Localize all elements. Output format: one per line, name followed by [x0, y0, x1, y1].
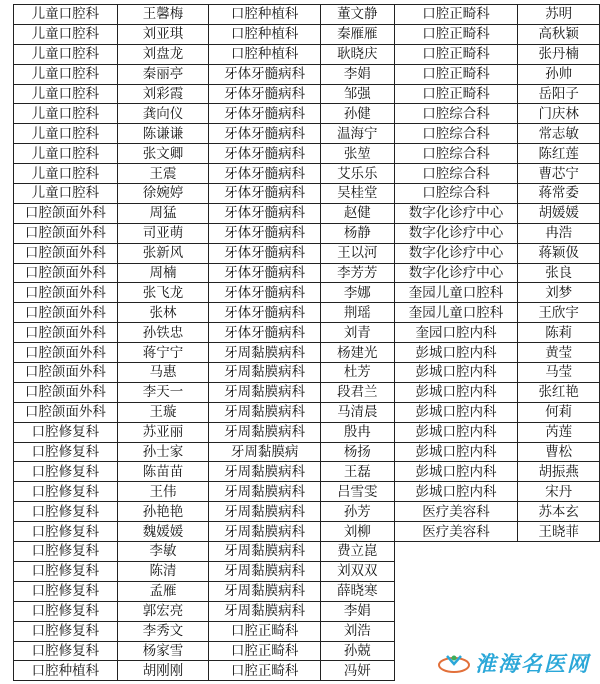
- dept-cell: 牙周黏膜病科: [209, 422, 321, 442]
- name-cell: 孙健: [320, 104, 394, 124]
- dept-cell: 医疗美容科: [394, 522, 518, 542]
- table-row: [14, 323, 600, 343]
- table-row: [14, 84, 600, 104]
- name-cell: 李娟: [320, 64, 394, 84]
- dept-cell: 口腔修复科: [14, 422, 118, 442]
- name-cell: [518, 621, 600, 641]
- table-row: [14, 184, 600, 204]
- name-cell: 温海宁: [320, 124, 394, 144]
- name-cell: 孙士家: [117, 442, 209, 462]
- dept-cell: 口腔颌面外科: [14, 263, 118, 283]
- dept-cell: 牙周黏膜病科: [209, 542, 321, 562]
- name-cell: 曹松: [518, 442, 600, 462]
- name-cell: 马清晨: [320, 402, 394, 422]
- dept-cell: 儿童口腔科: [14, 164, 118, 184]
- name-cell: 苏明: [518, 5, 600, 25]
- name-cell: 杨建光: [320, 343, 394, 363]
- dept-cell: 牙周黏膜病科: [209, 402, 321, 422]
- dept-cell: 数字化诊疗中心: [394, 263, 518, 283]
- dept-cell: 口腔修复科: [14, 482, 118, 502]
- table-row: [14, 343, 600, 363]
- dept-cell: 口腔颌面外科: [14, 323, 118, 343]
- dept-cell: 彭城口腔内科: [394, 343, 518, 363]
- dept-cell: 儿童口腔科: [14, 144, 118, 164]
- hospital-logo-icon: [437, 652, 471, 674]
- name-cell: 荆瑶: [320, 303, 394, 323]
- dept-cell: 奎园口腔内科: [394, 323, 518, 343]
- table-row: [14, 283, 600, 303]
- name-cell: 孟雁: [117, 581, 209, 601]
- name-cell: 李敏: [117, 542, 209, 562]
- name-cell: 刘盘龙: [117, 44, 209, 64]
- dept-cell: 牙体牙髓病科: [209, 164, 321, 184]
- dept-cell: 牙周黏膜病科: [209, 382, 321, 402]
- name-cell: 张良: [518, 263, 600, 283]
- site-watermark: [437, 648, 590, 678]
- name-cell: 刘梦: [518, 283, 600, 303]
- dept-cell: 牙周黏膜病科: [209, 502, 321, 522]
- name-cell: 苏本玄: [518, 502, 600, 522]
- dept-cell: 牙周黏膜病科: [209, 363, 321, 383]
- table-row: [14, 44, 600, 64]
- table-row: [14, 124, 600, 144]
- dept-cell: 儿童口腔科: [14, 104, 118, 124]
- dept-cell: 口腔种植科: [209, 5, 321, 25]
- name-cell: 刘浩: [320, 621, 394, 641]
- name-cell: [518, 561, 600, 581]
- name-cell: 曹芯宁: [518, 164, 600, 184]
- name-cell: 李娟: [320, 601, 394, 621]
- name-cell: 刘彩霞: [117, 84, 209, 104]
- table-row: [14, 243, 600, 263]
- dept-cell: 牙周黏膜病: [209, 442, 321, 462]
- dept-cell: 数字化诊疗中心: [394, 243, 518, 263]
- dept-cell: 彭城口腔内科: [394, 422, 518, 442]
- table-row: [14, 223, 600, 243]
- dept-cell: 口腔正畸科: [209, 641, 321, 661]
- dept-cell: 口腔综合科: [394, 124, 518, 144]
- name-cell: 高秋颖: [518, 24, 600, 44]
- table-row: [14, 402, 600, 422]
- table-row: [14, 522, 600, 542]
- name-cell: 王馨梅: [117, 5, 209, 25]
- dept-cell: [394, 542, 518, 562]
- dept-cell: 口腔修复科: [14, 581, 118, 601]
- dept-cell: 牙体牙髓病科: [209, 84, 321, 104]
- name-cell: 刘双双: [320, 561, 394, 581]
- dept-cell: 数字化诊疗中心: [394, 223, 518, 243]
- name-cell: 陈红莲: [518, 144, 600, 164]
- table-row: [14, 581, 600, 601]
- dept-cell: 口腔颌面外科: [14, 382, 118, 402]
- name-cell: 陈莉: [518, 323, 600, 343]
- dept-cell: 牙周黏膜病科: [209, 601, 321, 621]
- table-row: [14, 422, 600, 442]
- table-row: [14, 104, 600, 124]
- name-cell: 王震: [117, 164, 209, 184]
- name-cell: 龚向仪: [117, 104, 209, 124]
- dept-cell: 口腔颌面外科: [14, 223, 118, 243]
- table-row: [14, 482, 600, 502]
- dept-cell: 口腔综合科: [394, 164, 518, 184]
- name-cell: 蒋颖伋: [518, 243, 600, 263]
- name-cell: 岳阳子: [518, 84, 600, 104]
- dept-cell: 口腔修复科: [14, 621, 118, 641]
- name-cell: 秦雁雁: [320, 24, 394, 44]
- name-cell: 杨扬: [320, 442, 394, 462]
- dept-cell: 牙周黏膜病科: [209, 581, 321, 601]
- table-row: [14, 144, 600, 164]
- name-cell: 芮莲: [518, 422, 600, 442]
- name-cell: 李芳芳: [320, 263, 394, 283]
- name-cell: 张飞龙: [117, 283, 209, 303]
- name-cell: 王璇: [117, 402, 209, 422]
- dept-cell: 口腔颌面外科: [14, 283, 118, 303]
- name-cell: 王磊: [320, 462, 394, 482]
- dept-cell: 奎园儿童口腔科: [394, 303, 518, 323]
- name-cell: 秦丽亭: [117, 64, 209, 84]
- dept-cell: 彭城口腔内科: [394, 442, 518, 462]
- name-cell: 张新风: [117, 243, 209, 263]
- table-row: [14, 382, 600, 402]
- dept-cell: 口腔颌面外科: [14, 243, 118, 263]
- dept-cell: 口腔正畸科: [209, 621, 321, 641]
- dept-cell: 口腔修复科: [14, 561, 118, 581]
- dept-cell: 口腔颌面外科: [14, 303, 118, 323]
- table-row: [14, 64, 600, 84]
- watermark-text: 淮海名医网: [475, 651, 590, 676]
- dept-cell: 口腔颌面外科: [14, 203, 118, 223]
- name-cell: 周楠: [117, 263, 209, 283]
- name-cell: 魏媛媛: [117, 522, 209, 542]
- roster-body: [14, 5, 600, 681]
- name-cell: 吴桂堂: [320, 184, 394, 204]
- dept-cell: 口腔修复科: [14, 502, 118, 522]
- table-row: [14, 442, 600, 462]
- dept-cell: 口腔综合科: [394, 144, 518, 164]
- dept-cell: 牙周黏膜病科: [209, 561, 321, 581]
- dept-cell: 牙周黏膜病科: [209, 462, 321, 482]
- dept-cell: 牙体牙髓病科: [209, 283, 321, 303]
- name-cell: 王欣宇: [518, 303, 600, 323]
- table-row: [14, 561, 600, 581]
- name-cell: 张文卿: [117, 144, 209, 164]
- name-cell: 孙铁忠: [117, 323, 209, 343]
- name-cell: 董文静: [320, 5, 394, 25]
- dept-cell: [394, 561, 518, 581]
- table-row: [14, 502, 600, 522]
- dept-cell: 口腔综合科: [394, 184, 518, 204]
- name-cell: [518, 542, 600, 562]
- name-cell: 冯妍: [320, 661, 394, 681]
- table-row: [14, 601, 600, 621]
- dept-cell: 口腔颌面外科: [14, 363, 118, 383]
- name-cell: 刘柳: [320, 522, 394, 542]
- name-cell: 王晓菲: [518, 522, 600, 542]
- name-cell: 殷冉: [320, 422, 394, 442]
- dept-cell: 牙体牙髓病科: [209, 223, 321, 243]
- name-cell: 李秀文: [117, 621, 209, 641]
- table-row: [14, 24, 600, 44]
- dept-cell: 奎园儿童口腔科: [394, 283, 518, 303]
- table-row: [14, 5, 600, 25]
- name-cell: 门庆林: [518, 104, 600, 124]
- dept-cell: 口腔种植科: [14, 661, 118, 681]
- name-cell: 孙艳艳: [117, 502, 209, 522]
- name-cell: 费立崑: [320, 542, 394, 562]
- dept-cell: [394, 601, 518, 621]
- table-row: [14, 621, 600, 641]
- dept-cell: 儿童口腔科: [14, 84, 118, 104]
- name-cell: 胡刚刚: [117, 661, 209, 681]
- name-cell: 马惠: [117, 363, 209, 383]
- name-cell: 陈清: [117, 561, 209, 581]
- name-cell: 吕雪雯: [320, 482, 394, 502]
- dept-cell: 儿童口腔科: [14, 5, 118, 25]
- name-cell: 杨家雪: [117, 641, 209, 661]
- name-cell: [518, 601, 600, 621]
- dept-cell: 彭城口腔内科: [394, 462, 518, 482]
- dept-cell: 儿童口腔科: [14, 124, 118, 144]
- name-cell: 黄莹: [518, 343, 600, 363]
- name-cell: 王以河: [320, 243, 394, 263]
- table-row: [14, 303, 600, 323]
- dept-cell: 口腔颌面外科: [14, 343, 118, 363]
- dept-cell: 牙体牙髓病科: [209, 184, 321, 204]
- dept-cell: 彭城口腔内科: [394, 402, 518, 422]
- dept-cell: 口腔正畸科: [209, 661, 321, 681]
- name-cell: 陈谦谦: [117, 124, 209, 144]
- name-cell: 薛晓寒: [320, 581, 394, 601]
- dept-cell: 口腔种植科: [209, 24, 321, 44]
- dept-cell: 牙周黏膜病科: [209, 482, 321, 502]
- name-cell: 张丹楠: [518, 44, 600, 64]
- name-cell: 徐婉婷: [117, 184, 209, 204]
- dept-cell: 口腔正畸科: [394, 24, 518, 44]
- name-cell: 刘青: [320, 323, 394, 343]
- dept-cell: 口腔修复科: [14, 442, 118, 462]
- name-cell: 孙芳: [320, 502, 394, 522]
- name-cell: 胡振燕: [518, 462, 600, 482]
- name-cell: 何莉: [518, 402, 600, 422]
- name-cell: 赵健: [320, 203, 394, 223]
- dept-cell: 口腔综合科: [394, 104, 518, 124]
- dept-cell: 牙体牙髓病科: [209, 104, 321, 124]
- name-cell: 杨静: [320, 223, 394, 243]
- name-cell: 张林: [117, 303, 209, 323]
- dept-cell: 口腔正畸科: [394, 44, 518, 64]
- dept-cell: 彭城口腔内科: [394, 482, 518, 502]
- dept-cell: 牙体牙髓病科: [209, 323, 321, 343]
- dept-cell: [394, 621, 518, 641]
- dept-cell: 口腔种植科: [209, 44, 321, 64]
- dept-cell: 口腔正畸科: [394, 84, 518, 104]
- dept-cell: 牙体牙髓病科: [209, 124, 321, 144]
- name-cell: 杜芳: [320, 363, 394, 383]
- name-cell: 马莹: [518, 363, 600, 383]
- name-cell: 陈苗苗: [117, 462, 209, 482]
- name-cell: 冉浩: [518, 223, 600, 243]
- table-row: [14, 263, 600, 283]
- dept-cell: [394, 581, 518, 601]
- table-row: [14, 164, 600, 184]
- dept-cell: 牙周黏膜病科: [209, 522, 321, 542]
- name-cell: 蒋宁宁: [117, 343, 209, 363]
- name-cell: 宋丹: [518, 482, 600, 502]
- dept-cell: 口腔正畸科: [394, 64, 518, 84]
- dept-cell: 口腔正畸科: [394, 5, 518, 25]
- dept-cell: 牙体牙髓病科: [209, 243, 321, 263]
- name-cell: [518, 581, 600, 601]
- name-cell: 李娜: [320, 283, 394, 303]
- name-cell: 张红艳: [518, 382, 600, 402]
- dept-cell: 牙体牙髓病科: [209, 144, 321, 164]
- dept-cell: 口腔修复科: [14, 641, 118, 661]
- dept-cell: 数字化诊疗中心: [394, 203, 518, 223]
- name-cell: 孙帅: [518, 64, 600, 84]
- name-cell: 耿晓庆: [320, 44, 394, 64]
- dept-cell: 牙周黏膜病科: [209, 343, 321, 363]
- name-cell: 段君兰: [320, 382, 394, 402]
- dept-cell: 儿童口腔科: [14, 64, 118, 84]
- dept-cell: 口腔修复科: [14, 542, 118, 562]
- dept-cell: 牙体牙髓病科: [209, 303, 321, 323]
- name-cell: 苏亚丽: [117, 422, 209, 442]
- table-row: [14, 462, 600, 482]
- name-cell: 常志敏: [518, 124, 600, 144]
- name-cell: 邹强: [320, 84, 394, 104]
- table-row: [14, 203, 600, 223]
- staff-roster-table: [13, 4, 600, 681]
- dept-cell: 口腔修复科: [14, 601, 118, 621]
- dept-cell: 彭城口腔内科: [394, 382, 518, 402]
- dept-cell: 口腔修复科: [14, 522, 118, 542]
- dept-cell: 牙体牙髓病科: [209, 203, 321, 223]
- name-cell: 李天一: [117, 382, 209, 402]
- table-row: [14, 363, 600, 383]
- name-cell: 刘亚琪: [117, 24, 209, 44]
- name-cell: 周猛: [117, 203, 209, 223]
- name-cell: 司亚萌: [117, 223, 209, 243]
- dept-cell: 牙体牙髓病科: [209, 263, 321, 283]
- dept-cell: 口腔颌面外科: [14, 402, 118, 422]
- name-cell: 蒋常委: [518, 184, 600, 204]
- dept-cell: 儿童口腔科: [14, 44, 118, 64]
- name-cell: 王伟: [117, 482, 209, 502]
- dept-cell: 彭城口腔内科: [394, 363, 518, 383]
- name-cell: 张堃: [320, 144, 394, 164]
- name-cell: 孙兢: [320, 641, 394, 661]
- dept-cell: 儿童口腔科: [14, 184, 118, 204]
- dept-cell: 牙体牙髓病科: [209, 64, 321, 84]
- dept-cell: 儿童口腔科: [14, 24, 118, 44]
- name-cell: 艾乐乐: [320, 164, 394, 184]
- dept-cell: 口腔修复科: [14, 462, 118, 482]
- name-cell: 郭宏亮: [117, 601, 209, 621]
- dept-cell: 医疗美容科: [394, 502, 518, 522]
- table-row: [14, 542, 600, 562]
- name-cell: 胡媛媛: [518, 203, 600, 223]
